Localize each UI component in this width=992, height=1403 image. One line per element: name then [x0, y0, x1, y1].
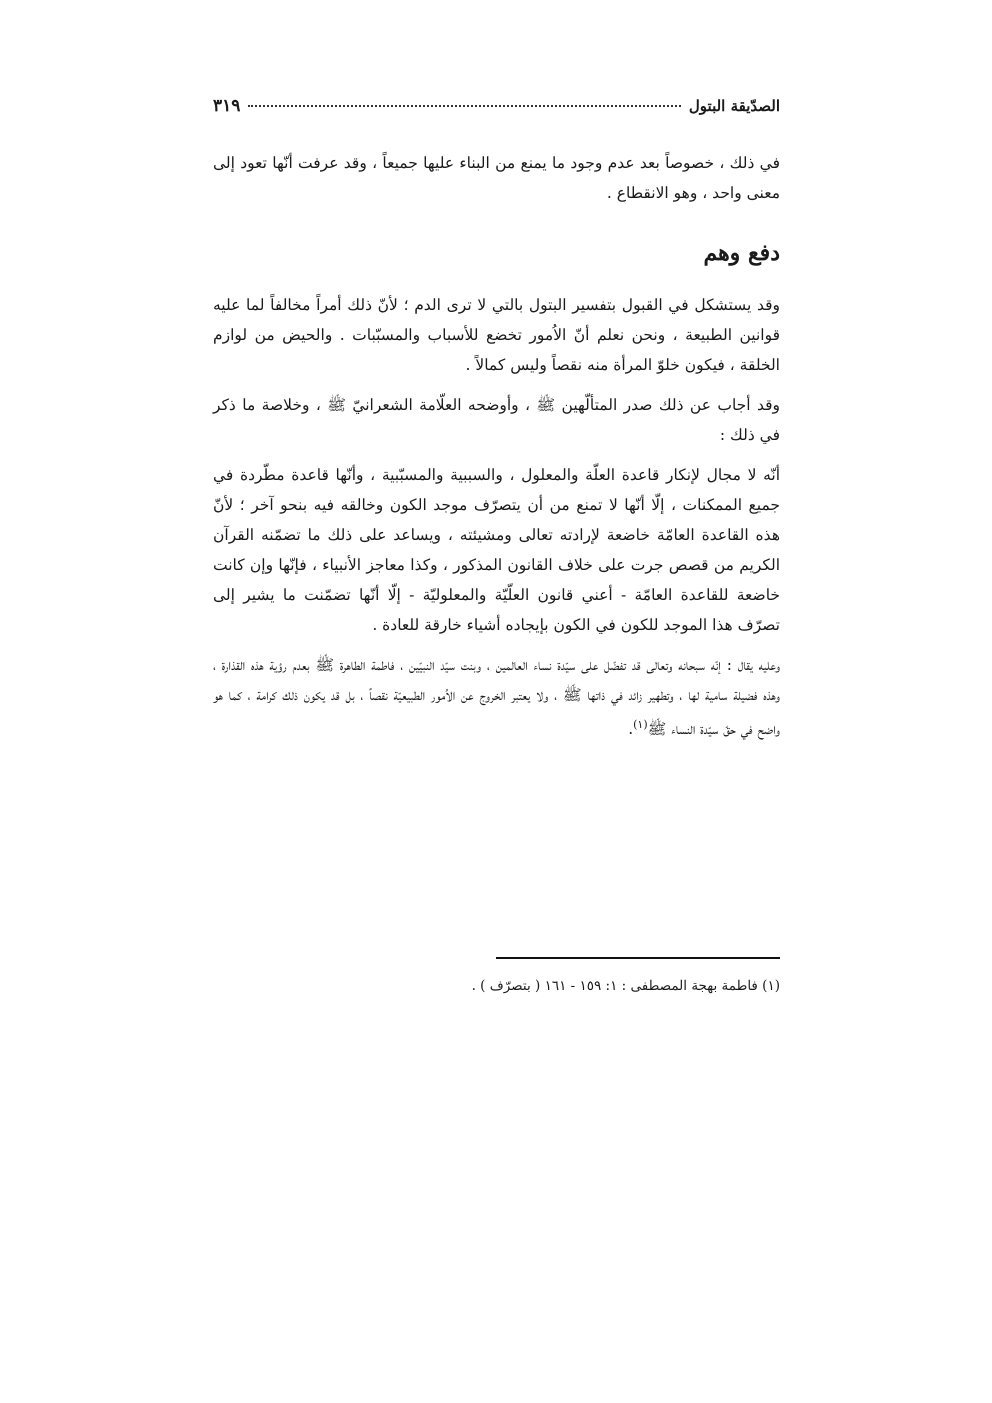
page-body [213, 96, 780, 744]
conclusion-text: وعليه يقال : إنّه سبحانه وتعالى قد تفضّل على سيّدة نساء العالمين ، وبنت سيّد النبيّين ، فاطمة الطاهرة ﷺ بعدم رؤية هذه القذارة ، وهذه فضيلة سامية لها ، وتطهير زائد في ذاتها ﷺ ، ولا يعتبر الخروج عن الاُمور الطبيعيّة نقصاً ، بل قد يكون ذلك كرامة ، كما هو واضح في حقّ سيّدة النساء ﷺ [213, 656, 780, 739]
footnote-divider [496, 957, 780, 959]
paragraph-conclusion [213, 650, 780, 744]
running-header [213, 96, 780, 130]
paragraph-answer-intro: وقد أجاب عن ذلك صدر المتألّهين ﷺ ، وأوضحه العلّامة الشعرانيّ ﷺ ، وخلاصة ما ذكر في ذلك : [213, 396, 780, 444]
running-title: الصدّيقة البتول [688, 97, 780, 115]
paragraph-continuation: في ذلك ، خصوصاً بعد عدم وجود ما يمنع من البناء عليها جميعاً ، وقد عرفت أنّها تعود إلى معنى واحد ، وهو الانقطاع . [213, 154, 780, 202]
paragraph-objection: وقد يستشكل في القبول بتفسير البتول بالتي لا ترى الدم ؛ لأنّ ذلك أمراً مخالفاً لما عليه قوانين الطبيعة ، ونحن نعلم أنّ الاُمور تخضع للأسباب والمسبّبات . والحيض من لوازم الخلقة ، فيكون خلوّ المرأة منه نقصاً وليس كمالاً . [213, 296, 780, 374]
page-number: ٣١٩ [213, 96, 241, 116]
paragraph-answer-body: أنّه لا مجال لإنكار قاعدة العلّة والمعلول ، والسببية والمسبّبية ، وأنّها قاعدة مطّردة في جميع الممكنات ، إلّا أنّها لا تمنع من أن يتصرّف موجد الكون وخالقه فيه بنحو آخر ؛ لأنّ هذه القاعدة العامّة خاضعة لإرادته تعالى ومشيئته ، ويساعد على ذلك ما تضمّنه القرآن الكريم من قصص جرت على خلاف القانون المذكور ، وكذا معاجز الأنبياء ، فإنّها وإن كانت خاضعة للقاعدة العامّة - أعني قانون العلّيّة والمعلوليّة - إلّا أنّها تضمّنت ما يشير إلى تصرّف هذا الموجد للكون في الكون بإيجاده أشياء خارقة للعادة . [213, 466, 780, 634]
footnote-marker[interactable]: (١) [633, 718, 648, 731]
conclusion-end: . [628, 720, 634, 739]
header-dot-leader [248, 105, 681, 107]
section-heading: دفع وهم [703, 240, 780, 266]
footnote-1: (١) فاطمة بهجة المصطفى : ١: ١٥٩ - ١٦١ ( بتصرّف ) . [471, 978, 780, 994]
